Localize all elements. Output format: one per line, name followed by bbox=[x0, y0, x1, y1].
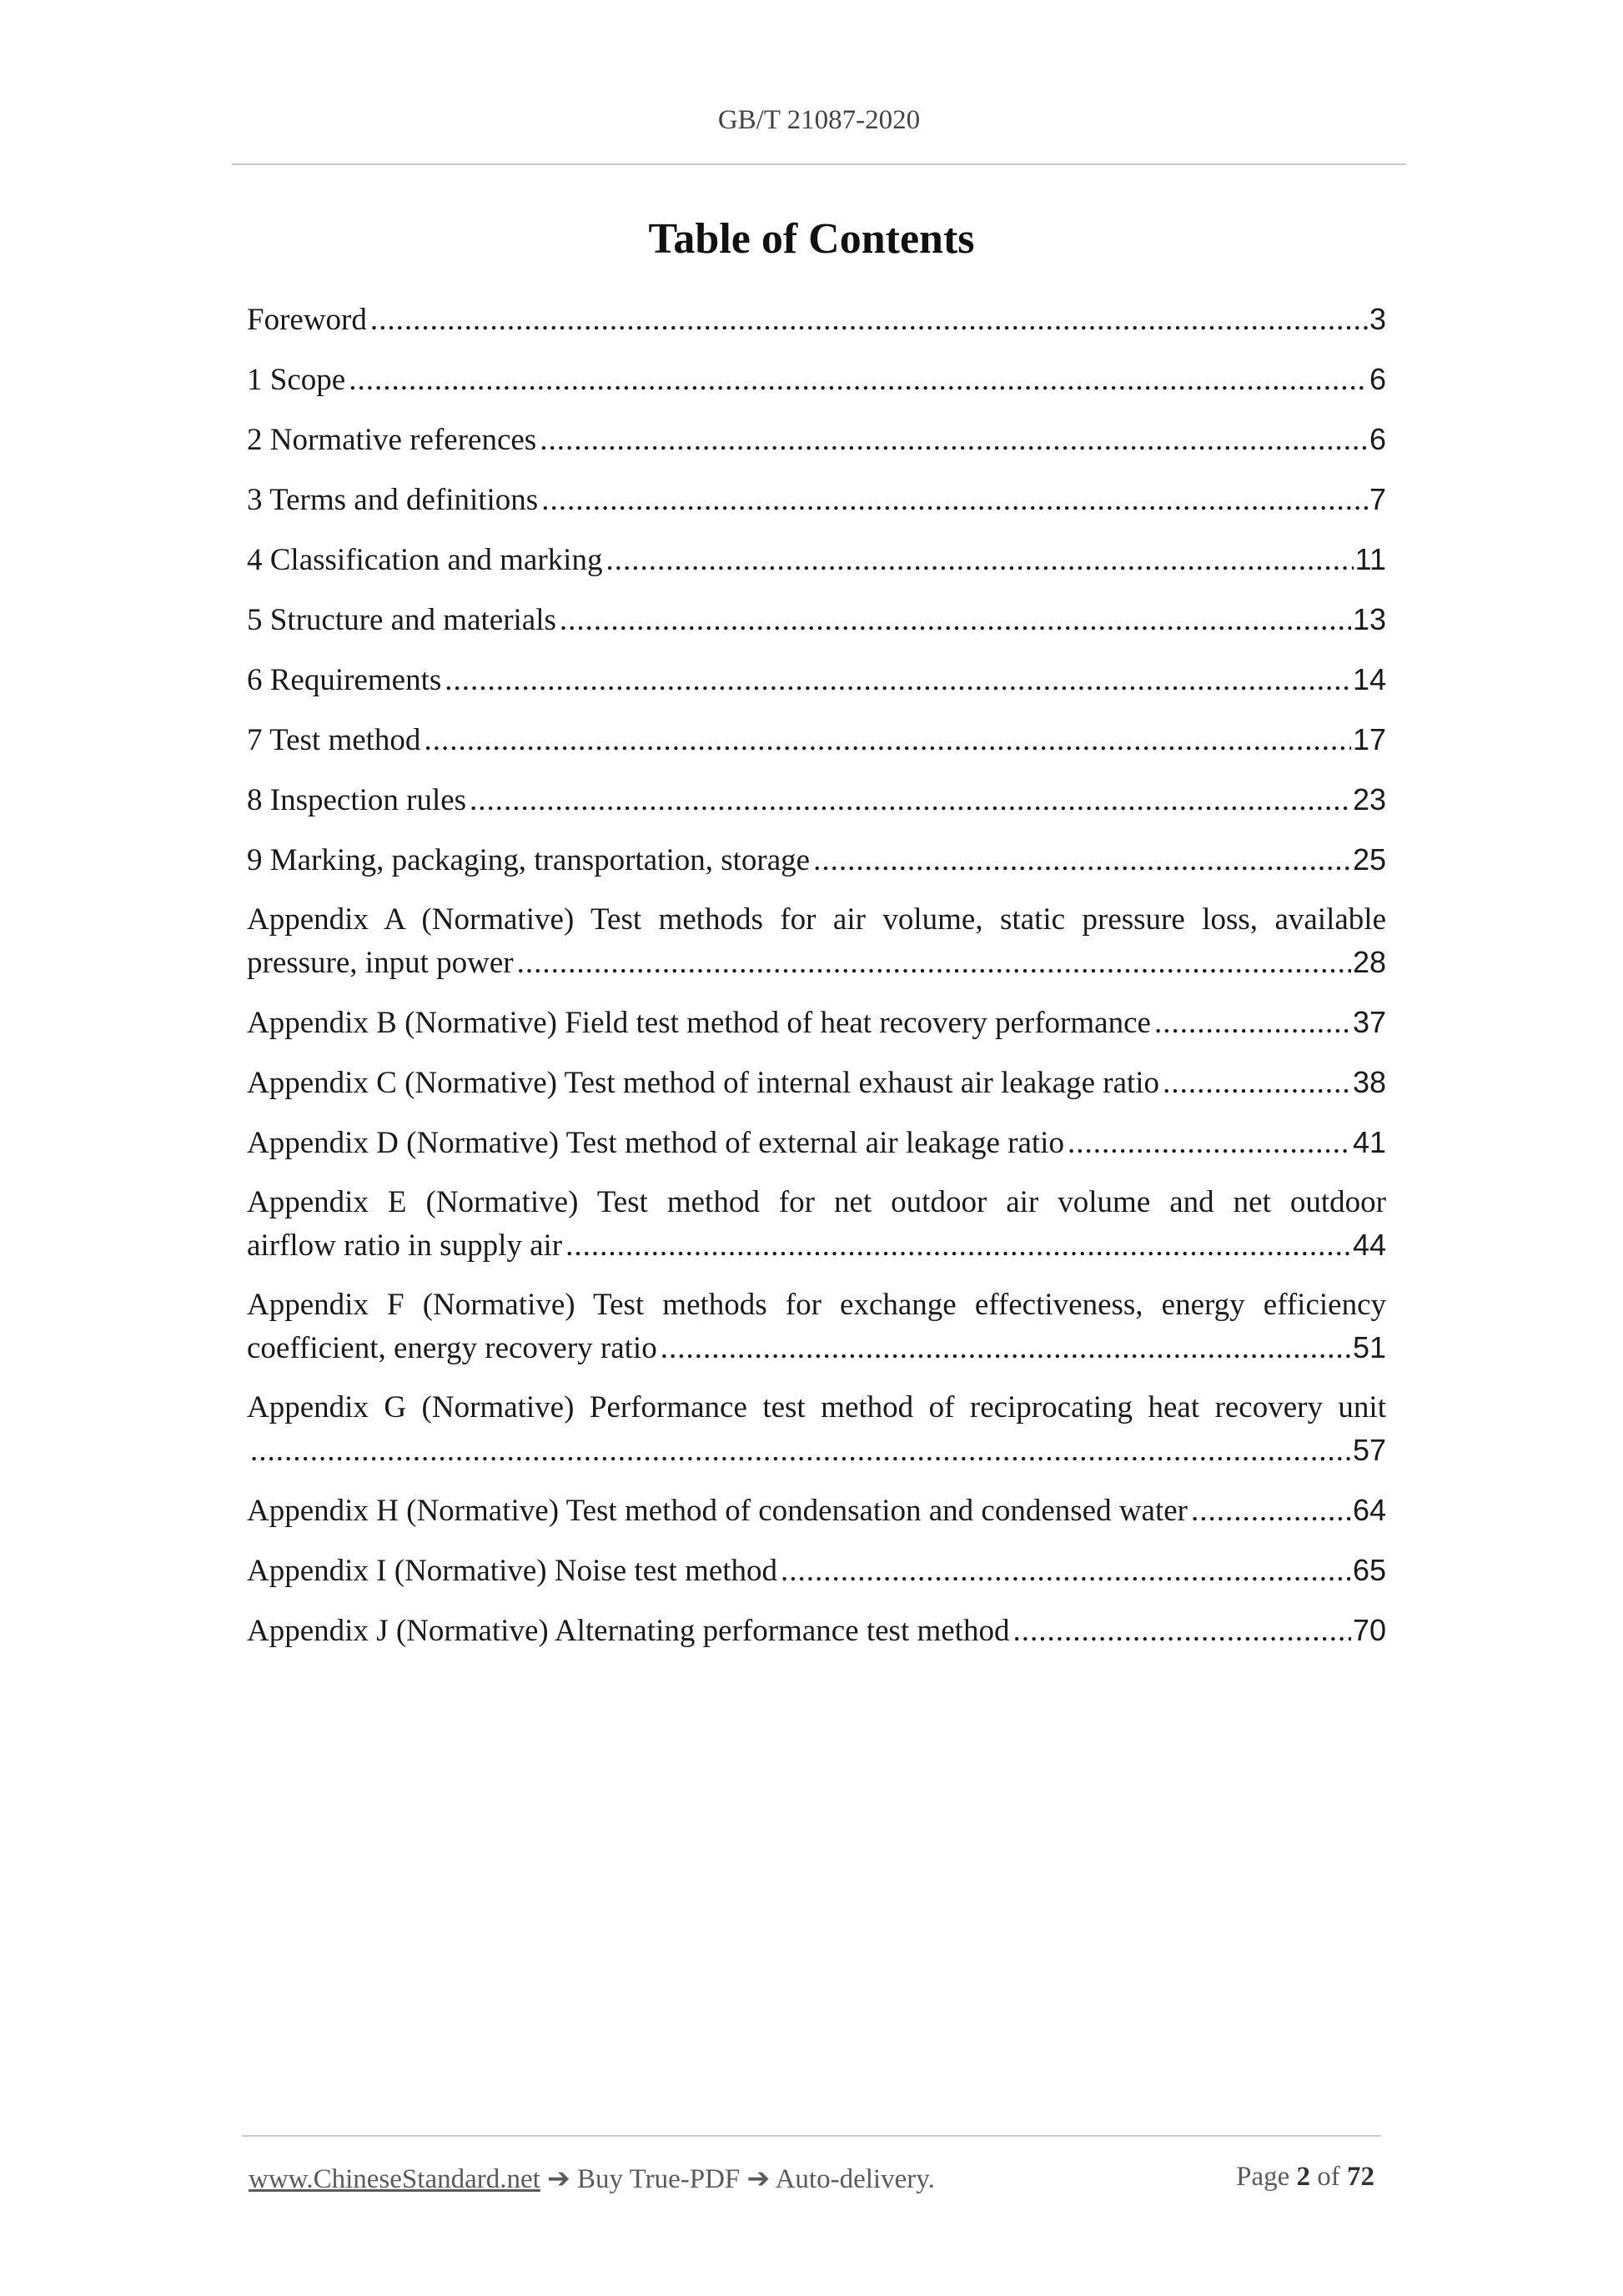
dot-leader bbox=[541, 479, 1368, 521]
toc-entry-appendix-c[interactable] bbox=[247, 1061, 1386, 1104]
toc-entry-label-line1: Appendix E (Normative) Test method for net outdoor air volume and net outdoor bbox=[247, 1185, 1386, 1219]
toc-entry-terms-and-definitions[interactable] bbox=[247, 478, 1386, 521]
dot-leader bbox=[349, 359, 1368, 401]
toc-entry-label: Appendix H (Normative) Test method of condensation and condensed water bbox=[247, 1494, 1188, 1528]
toc-entry-page: 70 bbox=[1352, 1613, 1386, 1647]
dot-leader bbox=[565, 1224, 1351, 1267]
toc-entry-label: pressure, input power bbox=[247, 946, 514, 980]
toc-entry-appendix-d[interactable] bbox=[247, 1121, 1386, 1164]
toc-entry-page: 3 bbox=[1369, 302, 1386, 336]
page-header bbox=[232, 0, 1406, 165]
toc-entry-page: 17 bbox=[1352, 722, 1386, 756]
dot-leader bbox=[605, 539, 1353, 581]
toc-entry-structure-and-materials[interactable] bbox=[247, 598, 1386, 641]
toc-entry-label-line1: Appendix G (Normative) Performance test method of reciprocating heat recovery unit bbox=[247, 1390, 1386, 1424]
toc-entry-label: Appendix B (Normative) Field test method of heat recovery performance bbox=[247, 1006, 1151, 1040]
toc-entry-scope[interactable] bbox=[247, 358, 1386, 401]
toc-entry-page: 11 bbox=[1354, 542, 1386, 576]
dot-leader bbox=[445, 659, 1351, 701]
toc-entry-page: 57 bbox=[1352, 1433, 1386, 1467]
toc-entry-page: 38 bbox=[1352, 1065, 1386, 1099]
toc-entry-label: 2 Normative references bbox=[247, 423, 537, 457]
toc-entry-page: 37 bbox=[1352, 1005, 1386, 1039]
toc-entry-page: 13 bbox=[1352, 602, 1386, 636]
toc-entry-inspection-rules[interactable] bbox=[247, 778, 1386, 821]
toc-entry-classification-and-marking[interactable] bbox=[247, 538, 1386, 581]
toc-entry-page: 64 bbox=[1352, 1493, 1386, 1527]
toc-entry-page: 44 bbox=[1352, 1228, 1386, 1262]
footer-promo-text: ➔ Buy True-PDF ➔ Auto-delivery. bbox=[540, 2164, 935, 2194]
toc-entry-appendix-e[interactable] bbox=[247, 1181, 1386, 1267]
toc-entry-appendix-h[interactable] bbox=[247, 1489, 1386, 1532]
toc-entry-label: Appendix J (Normative) Alternating performance test method bbox=[247, 1614, 1010, 1648]
dot-leader bbox=[470, 779, 1351, 821]
toc-entry-label: coefficient, energy recovery ratio bbox=[247, 1331, 657, 1365]
dot-leader bbox=[1191, 1490, 1351, 1532]
toc-entry-appendix-f[interactable] bbox=[247, 1284, 1386, 1369]
toc-entry-page: 6 bbox=[1369, 362, 1386, 396]
table-of-contents bbox=[247, 298, 1386, 1669]
dot-leader bbox=[250, 1429, 1351, 1472]
toc-entry-label: 6 Requirements bbox=[247, 663, 442, 697]
toc-entry-label: 1 Scope bbox=[247, 363, 346, 397]
toc-entry-page: 7 bbox=[1369, 482, 1386, 516]
dot-leader bbox=[424, 719, 1351, 761]
toc-entry-label: Appendix D (Normative) Test method of external air leakage ratio bbox=[247, 1126, 1064, 1160]
toc-entry-appendix-b[interactable] bbox=[247, 1001, 1386, 1044]
footer-promo bbox=[249, 2162, 935, 2195]
toc-entry-label: 3 Terms and definitions bbox=[247, 483, 539, 517]
toc-entry-label: airflow ratio in supply air bbox=[247, 1228, 563, 1263]
toc-entry-label: Foreword bbox=[247, 303, 367, 337]
dot-leader bbox=[661, 1327, 1351, 1369]
toc-entry-label: Appendix C (Normative) Test method of internal exhaust air leakage ratio bbox=[247, 1066, 1160, 1100]
toc-entry-page: 28 bbox=[1352, 945, 1386, 979]
dot-leader bbox=[540, 419, 1368, 461]
page-number bbox=[1236, 2162, 1374, 2193]
dot-leader bbox=[1068, 1122, 1351, 1164]
toc-entry-page: 51 bbox=[1352, 1330, 1386, 1364]
dot-leader bbox=[1154, 1002, 1351, 1044]
page-word: Page bbox=[1236, 2162, 1290, 2192]
toc-entry-page: 65 bbox=[1352, 1553, 1386, 1587]
toc-entry-label-line1: Appendix A (Normative) Test methods for air volume, static pressure loss, available bbox=[247, 902, 1386, 937]
toc-entry-requirements[interactable] bbox=[247, 658, 1386, 701]
toc-entry-page: 25 bbox=[1352, 842, 1386, 877]
website-link[interactable]: www.ChineseStandard.net bbox=[249, 2164, 540, 2194]
toc-entry-appendix-g[interactable] bbox=[247, 1386, 1386, 1472]
page-footer bbox=[242, 2135, 1381, 2194]
page-title: Table of Contents bbox=[648, 215, 975, 263]
toc-entry-marking-packaging[interactable] bbox=[247, 838, 1386, 882]
toc-entry-page: 6 bbox=[1369, 422, 1386, 456]
current-page: 2 bbox=[1296, 2162, 1310, 2192]
document-code: GB/T 21087-2020 bbox=[717, 105, 921, 135]
toc-entry-foreword[interactable] bbox=[247, 298, 1386, 341]
toc-entry-appendix-a[interactable] bbox=[247, 898, 1386, 984]
toc-entry-appendix-i[interactable] bbox=[247, 1549, 1386, 1592]
toc-entry-normative-references[interactable] bbox=[247, 418, 1386, 461]
toc-entry-page: 41 bbox=[1352, 1125, 1386, 1159]
dot-leader bbox=[560, 599, 1351, 641]
toc-entry-page: 23 bbox=[1352, 782, 1386, 816]
total-pages: 72 bbox=[1347, 2162, 1374, 2192]
dot-leader bbox=[781, 1550, 1351, 1592]
dot-leader bbox=[813, 839, 1351, 882]
toc-entry-label: 8 Inspection rules bbox=[247, 783, 467, 817]
toc-entry-label: 9 Marking, packaging, transportation, storage bbox=[247, 843, 811, 877]
toc-entry-page: 14 bbox=[1352, 662, 1386, 696]
dot-leader bbox=[517, 942, 1351, 984]
dot-leader bbox=[1012, 1610, 1351, 1652]
toc-entry-label: 7 Test method bbox=[247, 723, 421, 757]
toc-entry-label: 5 Structure and materials bbox=[247, 603, 556, 637]
toc-entry-label-line1: Appendix F (Normative) Test methods for exchange effectiveness, energy efficiency bbox=[247, 1288, 1386, 1322]
dot-leader bbox=[1163, 1062, 1351, 1104]
dot-leader bbox=[370, 299, 1368, 341]
toc-entry-label: Appendix I (Normative) Noise test method bbox=[247, 1554, 778, 1588]
toc-entry-label: 4 Classification and marking bbox=[247, 543, 603, 577]
toc-entry-test-method[interactable] bbox=[247, 718, 1386, 761]
page-of-word: of bbox=[1317, 2162, 1340, 2192]
toc-entry-appendix-j[interactable] bbox=[247, 1609, 1386, 1652]
